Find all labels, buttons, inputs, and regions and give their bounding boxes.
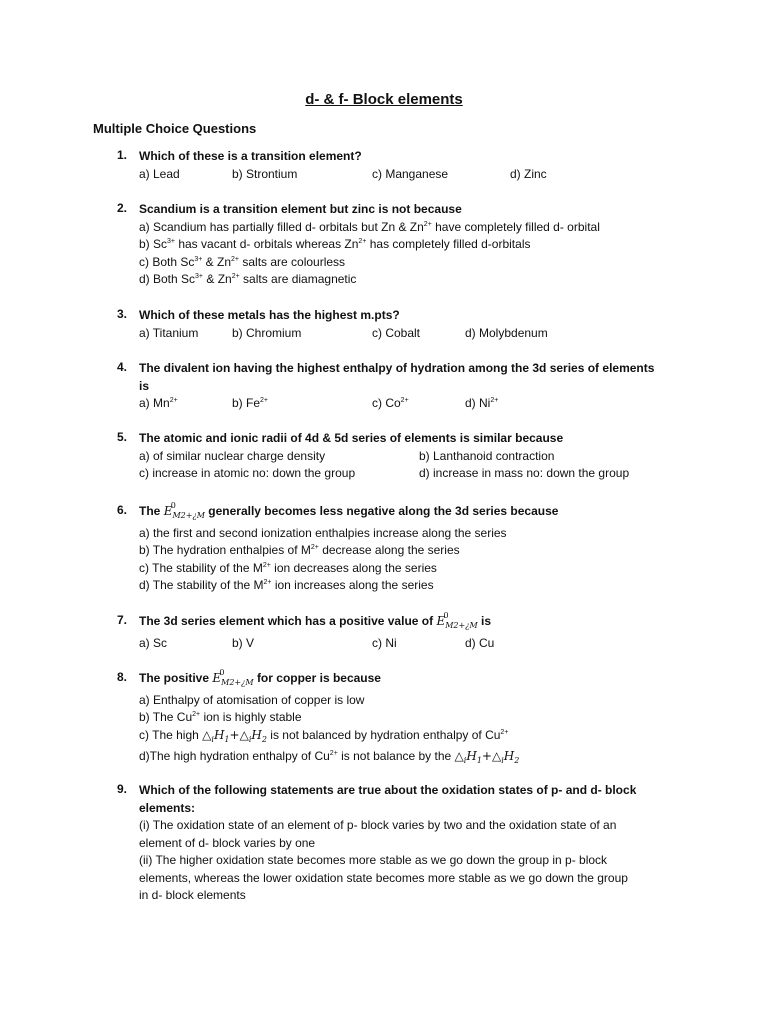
option-d: d) Cu [465,635,495,650]
options-row [139,448,677,466]
electrode-potential-symbol: E 0 $_{M2+¿M}$ [436,611,478,630]
question-stem: Which of these metals has the highest m.pts? [139,308,400,322]
options-row [139,395,677,413]
option-c: c) Manganese [372,166,449,181]
question-8 [117,670,677,770]
question-number: 2. [117,201,128,215]
option-b: b) Lanthanoid contraction [419,448,555,463]
question-number: 6. [117,503,128,517]
option-c: c) The stability of the $M^{2+}$ ion decreases along the series [139,560,437,575]
option-d: d) Molybdenum [465,325,548,340]
question-5 [117,430,677,483]
option-a: a) Titanium [139,325,199,340]
question-number: 3. [117,307,128,321]
question-stem: The positive E 0 $_{M2+¿M}$ for copper is because [139,670,677,692]
question-stem: Scandium is a transition element but zinc is not because [139,202,462,216]
question-1 [117,148,677,183]
question-stem: Which of these is a transition element? [139,149,362,163]
option-c: c) Both $Sc^{3+}$ & $Zn^{2+}$ salts are colourless [139,254,346,269]
question-4 [117,360,677,413]
page-title: d- & f- Block elements [305,91,463,108]
option-b: b) Strontium [232,166,298,181]
option-d: d) increase in mass no: down the group [419,466,630,480]
question-stem: The atomic and ionic radii of 4d & 5d series of elements is similar because [139,431,564,445]
question-stem-continued: elements: [139,800,196,815]
option-a: a) Sc [139,635,168,650]
option-d: d) Zinc [510,166,547,181]
options-row [139,635,677,653]
option-a: a) Enthalpy of atomisation of copper is low [139,692,365,707]
option-a: a) $Mn^{2+}$ [139,396,178,410]
option-b: b) The hydration enthalpies of $M^{2+}$ decrease along the series [139,543,460,557]
option-b: b) $Fe^{2+}$ [232,396,268,410]
option-d: d)The high hydration enthalpy of $Cu^{2+}$ is not balance by the $\triangle_iH_1+\triangle_iH_2$ [139,749,520,765]
question-number: 8. [117,670,128,684]
options-row [139,325,677,343]
section-heading: Multiple Choice Questions [93,121,257,136]
statement-2-continued: in d- block elements [139,888,246,902]
question-stem: The divalent ion having the highest enthalpy of hydration among the 3d series of elements [139,361,655,375]
question-number: 7. [117,613,128,627]
question-number: 5. [117,430,128,444]
option-a: a) Lead [139,166,180,181]
option-b: b) The $Cu^{2+}$ ion is highly stable [139,710,302,724]
statement-2: (ii) The higher oxidation state becomes more stable as we go down the group in p- block [139,853,608,867]
option-a: a) the first and second ionization enthalpies increase along the series [139,525,507,540]
option-d: d) Both $Sc^{3+}$ & $Zn^{2+}$ salts are diamagnetic [139,272,357,286]
option-d: d) The stability of the $M^{2+}$ ion increases along the series [139,578,434,592]
statement-1: (i) The oxidation state of an element of p- block varies by two and the oxidation state of an [139,818,617,832]
question-number: 1. [117,148,128,162]
option-c: c) increase in atomic no: down the group [139,466,356,480]
option-c: c) The high $\triangle_iH_1+\triangle_iH_2$ is not balanced by hydration enthalpy of $Cu^{2+}$ [139,727,509,744]
statement-1-continued: element of d- block varies by one [139,835,316,850]
option-a: a) of similar nuclear charge density [139,448,326,463]
option-c: c) Ni [372,635,397,650]
enthalpy-expression: $\triangle_iH_1+\triangle_iH_2$ [454,749,520,765]
question-number: 9. [117,782,128,796]
option-a: a) Scandium has partially filled d- orbitals but Zn & $Zn^{2+}$ have completely filled d- orbital [139,219,600,234]
question-stem-continued: is [139,378,150,393]
question-stem: The E 0 $_{M2+¿M}$ generally becomes less negative along the 3d series because [139,503,677,525]
option-c: c) Cobalt [372,325,421,340]
statement-2-continued: elements, whereas the lower oxidation state becomes more stable as we go down the group [139,870,628,885]
electrode-potential-symbol: E 0 $_{M2+¿M}$ [163,501,205,520]
question-3 [117,307,677,342]
question-7 [117,613,677,652]
option-b: b) Chromium [232,325,302,340]
options-row [139,166,677,184]
options-row [139,465,677,483]
question-number: 4. [117,360,128,374]
question-stem: The 3d series element which has a positive value of E 0 $_{M2+¿M}$ is [139,613,677,635]
question-9 [117,782,677,905]
option-b: b) $Sc^{3+}$ has vacant d- orbitals whereas $Zn^{2+}$ has completely filled d-orbitals [139,237,531,251]
question-2 [117,201,677,289]
question-stem: Which of the following statements are true about the oxidation states of p- and d- block [139,783,637,797]
electrode-potential-symbol: E 0 $_{M2+¿M}$ [212,668,254,687]
enthalpy-expression: $\triangle_iH_1+\triangle_iH_2$ [202,727,267,744]
option-d: d) $Ni^{2+}$ [465,396,499,410]
option-b: b) V [232,635,255,650]
question-6 [117,503,677,595]
option-c: c) $Co^{2+}$ [372,396,409,410]
